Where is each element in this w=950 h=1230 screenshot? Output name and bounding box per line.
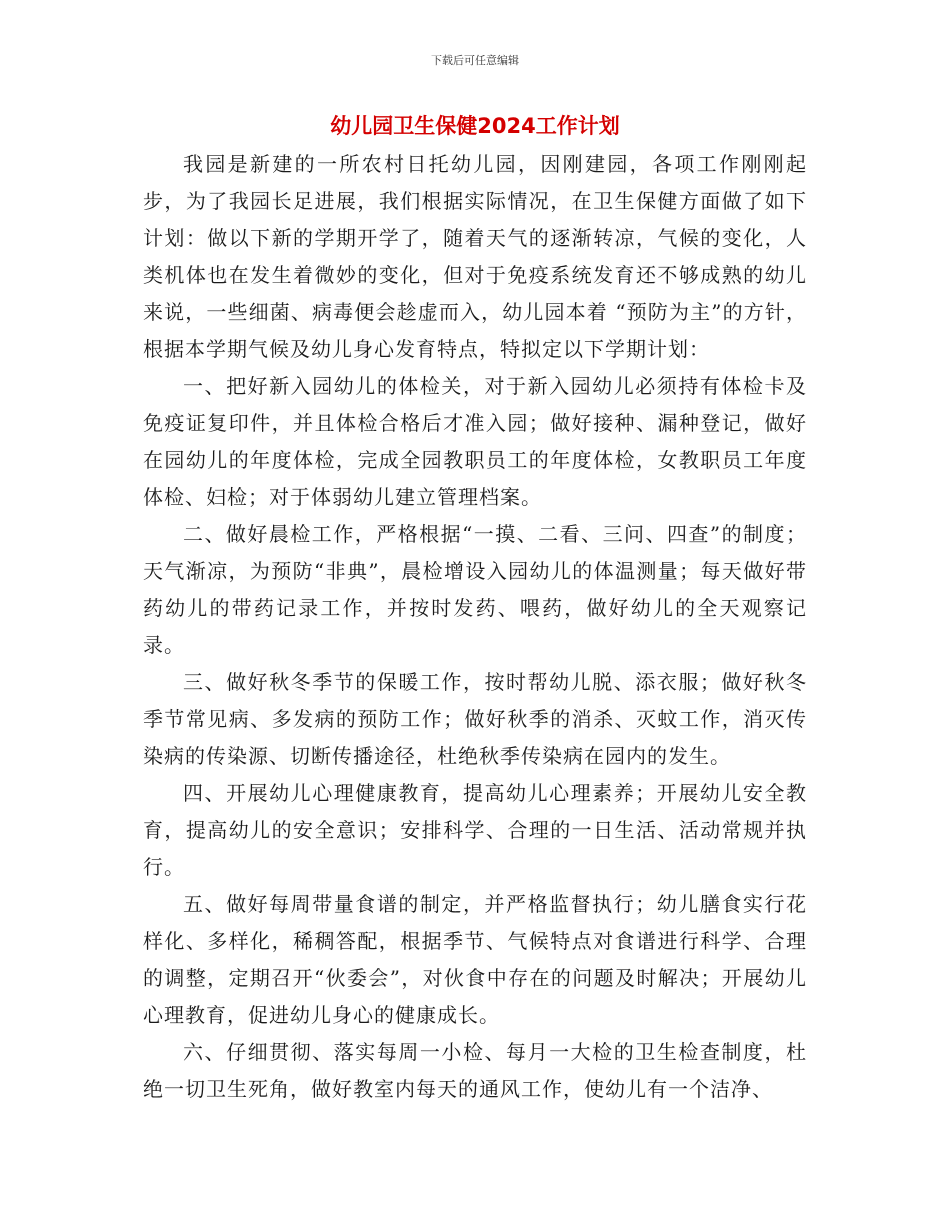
document-body [143,108,807,1108]
paragraph-item-4: 四、开展幼儿心理健康教育，提高幼儿心理素养；开展幼儿安全教育，提高幼儿的安全意识；安排科学、合理的一日生活、活动常规并执行。 [143,781,807,879]
paragraph-item-5: 五、做好每周带量食谱的制定，并严格监督执行；幼儿膳食实行花样化、多样化，稀稠答配，根据季节、气候特点对食谱进行科学、合理的调整，定期召开“伙委会”，对伙食中存在的问题及时解决；开展幼儿心理教育，促进幼儿身心的健康成长。 [143,892,807,1027]
document-title: 幼儿园卫生保健2024工作计划 [330,114,620,138]
paragraph-item-1: 一、把好新入园幼儿的体检关，对于新入园幼儿必须持有体检卡及免疫证复印件，并且体检合格后才准入园；做好接种、漏种登记，做好在园幼儿的年度体检，完成全园教职员工的年度体检，女教职员工年度体检、妇检；对于体弱幼儿建立管理档案。 [143,374,807,509]
paragraph-item-2: 二、做好晨检工作，严格根据“一摸、二看、三问、四查”的制度；天气渐凉，为预防“非典”，晨检增设入园幼儿的体温测量；每天做好带药幼儿的带药记录工作，并按时发药、喂药，做好幼儿的全天观察记录。 [143,522,807,657]
paragraph-intro: 我园是新建的一所农村日托幼儿园，因刚建园，各项工作刚刚起步，为了我园长足进展，我们根据实际情况，在卫生保健方面做了如下计划：做以下新的学期开学了，随着天气的逐渐转凉，气候的变化，人类机体也在发生着微妙的变化，但对于免疫系统发育还不够成熟的幼儿来说，一些细菌、病毒便会趁虚而入，幼儿园本着 “预防为主”的方针，根据本学期气候及幼儿身心发育特点，特拟定以下学期计划： [143,152,807,361]
paragraph-item-6: 六、仔细贯彻、落实每周一小检、每月一大检的卫生检查制度，杜绝一切卫生死角，做好教室内每天的通风工作，使幼儿有一个洁净、 [143,1040,807,1101]
header-note: 下载后可任意编辑 [431,54,519,67]
paragraph-item-3: 三、做好秋冬季节的保暖工作，按时帮幼儿脱、添衣服；做好秋冬季节常见病、多发病的预防工作；做好秋季的消杀、灭蚊工作，消灭传染病的传染源、切断传播途径，杜绝秋季传染病在园内的发生。 [143,670,807,768]
